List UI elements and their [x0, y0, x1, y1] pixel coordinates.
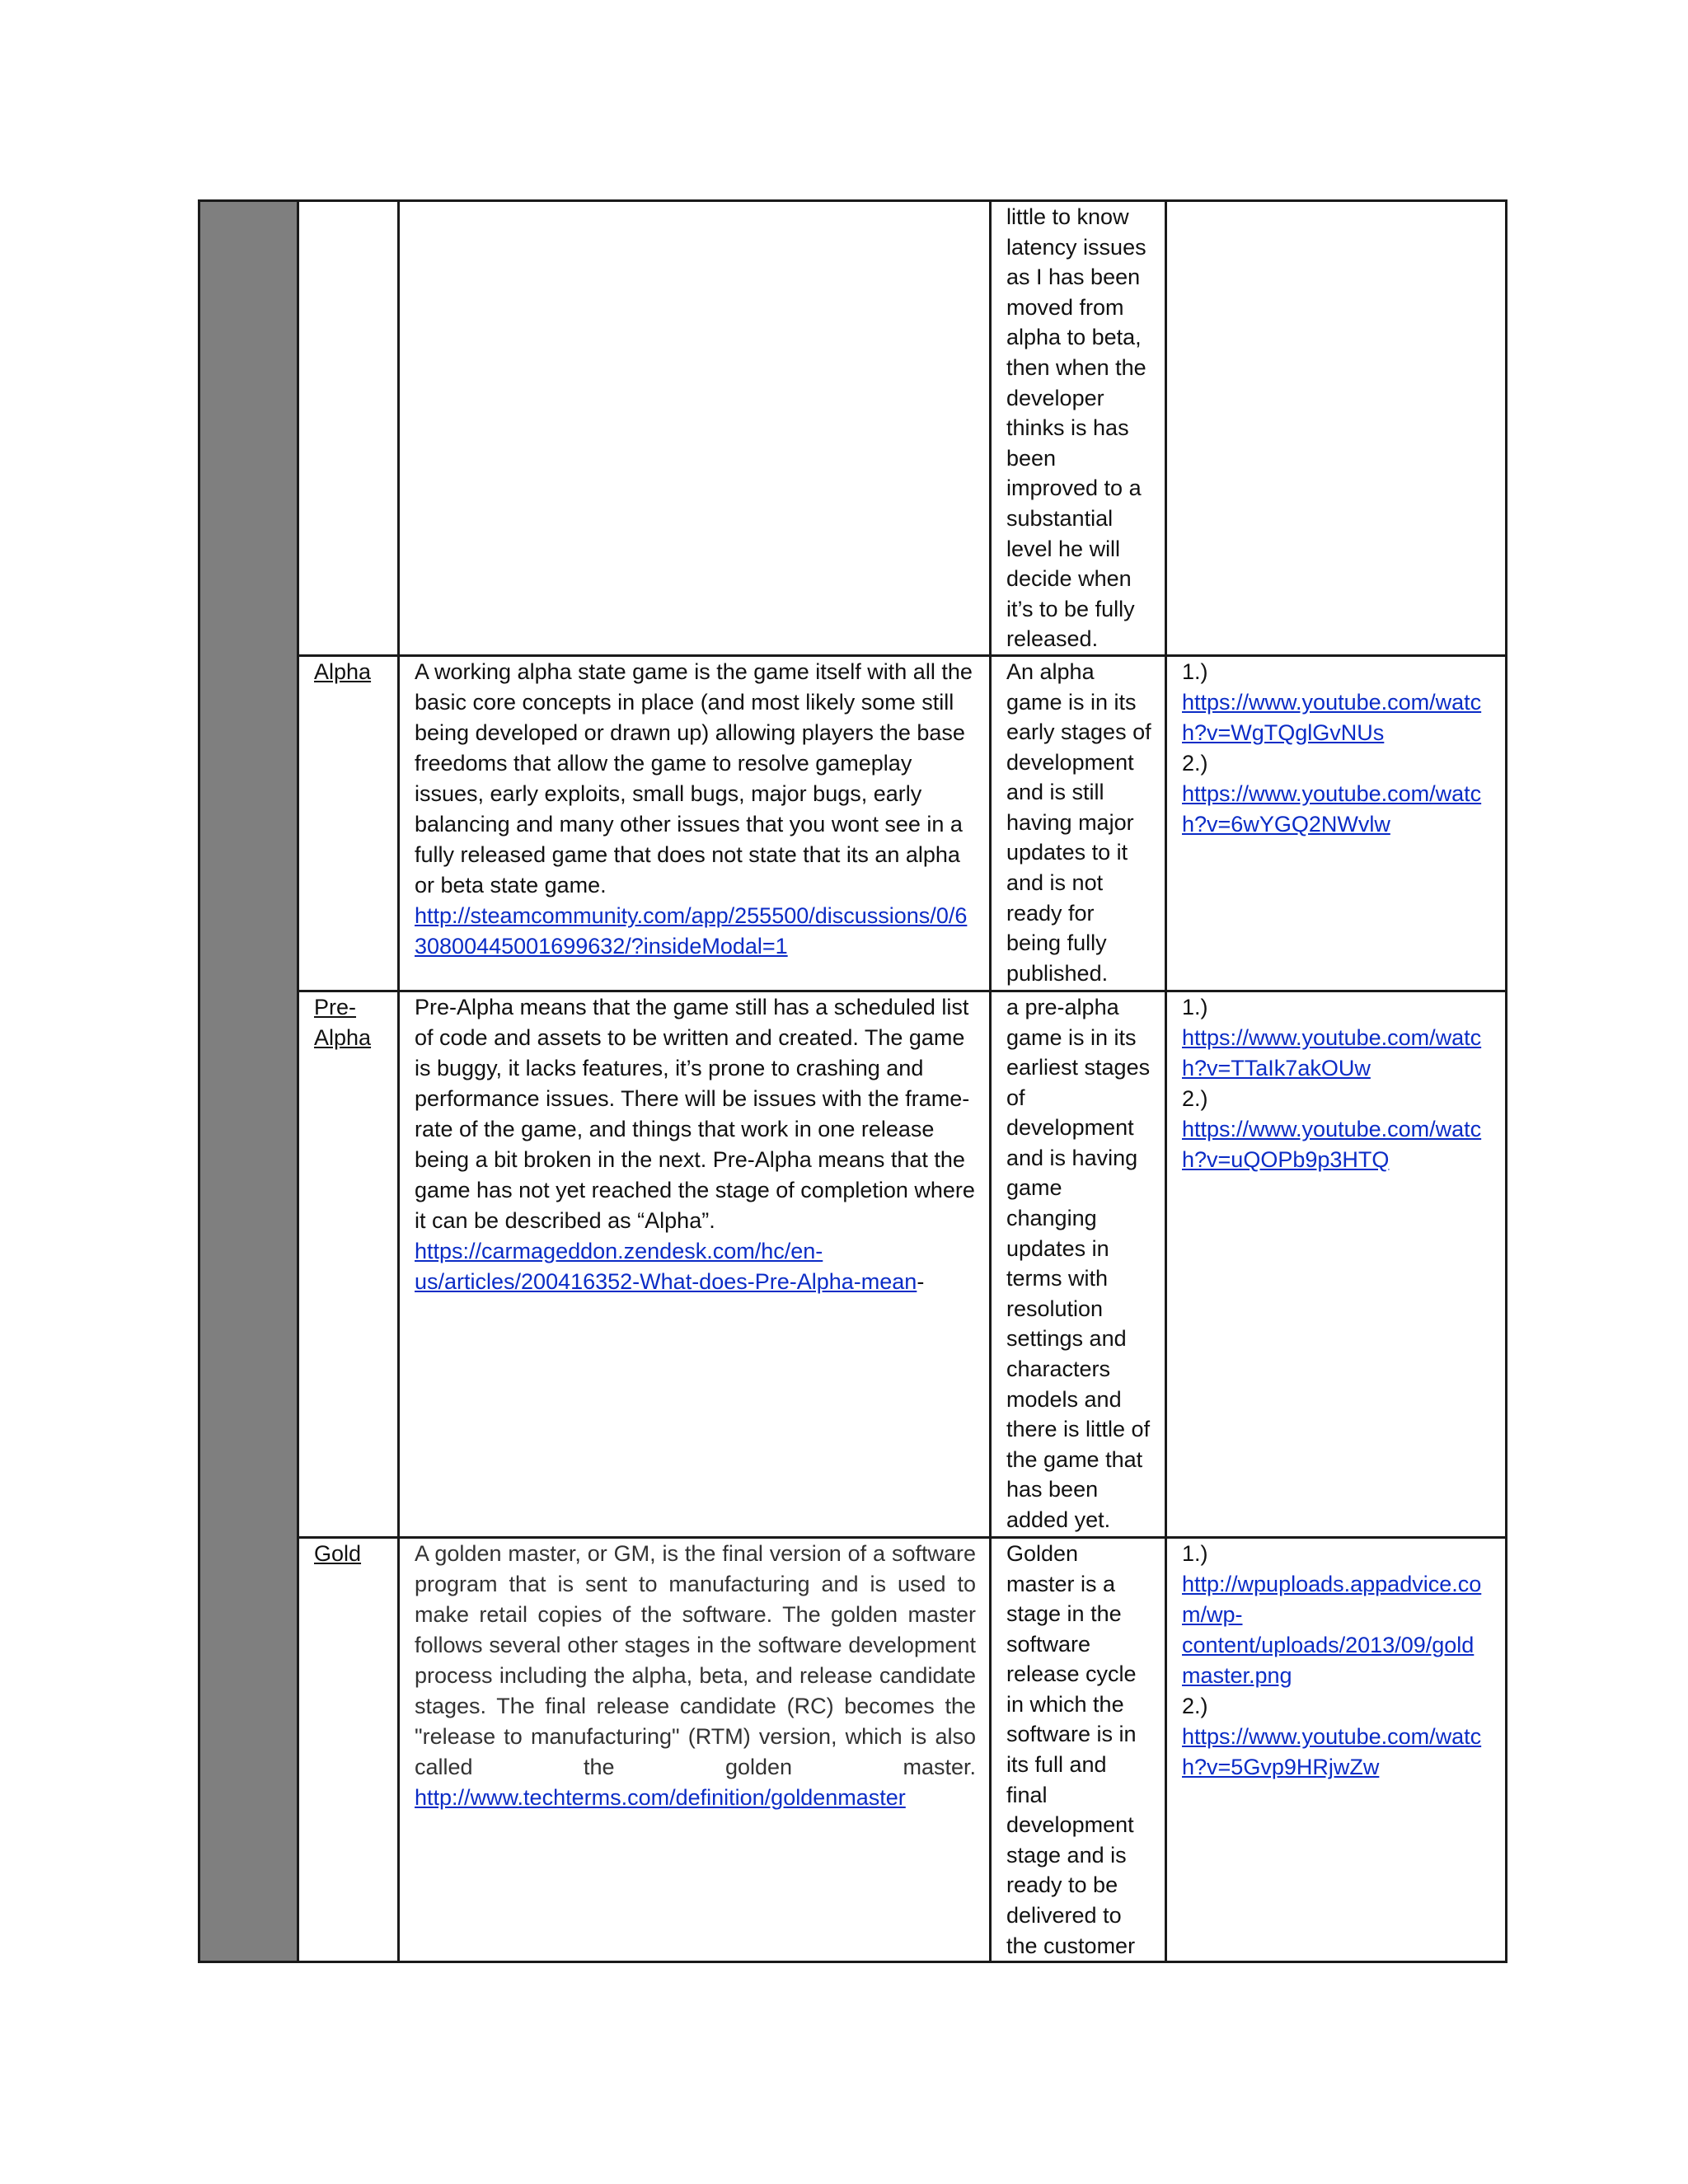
summary-cell: An alpha game is in its early stages of development and is still having major updates to it and is not ready for being fully published.: [991, 655, 1166, 991]
youtube-link[interactable]: https://www.youtube.com/watch?v=uQOPb9p3HTQ: [1182, 1116, 1482, 1172]
shaded-side-column: [199, 201, 298, 1962]
term-cell-gold: Gold: [298, 1537, 399, 1961]
description-cell: [399, 655, 991, 991]
youtube-link[interactable]: https://www.youtube.com/watch?v=6wYGQ2NWvlw: [1182, 780, 1482, 837]
references-cell: [1166, 201, 1507, 656]
table-row: [199, 655, 1507, 991]
source-link[interactable]: https://carmageddon.zendesk.com/hc/en-us/articles/200416352-What-does-Pre-Alpha-mean: [415, 1238, 917, 1294]
youtube-link[interactable]: https://www.youtube.com/watch?v=WgTQglGvNUs: [1182, 689, 1482, 745]
description-text: Pre-Alpha means that the game still has a scheduled list of code and assets to be written and created. The game is buggy, it lacks features, it’s prone to crashing and performance issues. There will be issues with the frame-rate of the game, and things that work in one release being a bit broken in the next. Pre-Alpha means that the game has not yet reached the stage of completion where it can be described as “Alpha”.: [415, 994, 975, 1233]
ref-number: 1.): [1182, 994, 1208, 1019]
youtube-link[interactable]: https://www.youtube.com/watch?v=5Gvp9HRjwZw: [1182, 1723, 1482, 1779]
youtube-link[interactable]: https://www.youtube.com/watch?v=TTaIk7akOUw: [1182, 1024, 1482, 1080]
table-row: [199, 1537, 1507, 1961]
ref-number: 2.): [1182, 750, 1208, 776]
references-cell: [1166, 991, 1507, 1537]
ref-number: 2.): [1182, 1085, 1208, 1111]
description-text: A working alpha state game is the game itself with all the basic core concepts in place (and most likely some still being developed or drawn up) allowing players the base freedoms that allow the game to resolve gameplay issues, early exploits, small bugs, major bugs, early balancing and many other issues that you wont see in a fully released game that does not state that its an alpha or beta state game.: [415, 658, 973, 898]
terms-table: [198, 199, 1507, 1963]
image-link[interactable]: http://wpuploads.appadvice.com/wp-content/uploads/2013/09/goldmaster.png: [1182, 1571, 1482, 1688]
description-cell: [399, 201, 991, 656]
table-row: [199, 201, 1507, 656]
references-cell: [1166, 1537, 1507, 1961]
source-link[interactable]: http://steamcommunity.com/app/255500/discussions/0/630800445001699632/?insideModal=1: [415, 902, 968, 958]
ref-number: 2.): [1182, 1693, 1208, 1718]
term-cell: [298, 201, 399, 656]
references-cell: [1166, 655, 1507, 991]
summary-cell: a pre-alpha game is in its earliest stages of development and is having game changing updates in terms with resolution settings and characters models and there is little of the game that has been added yet.: [991, 991, 1166, 1537]
source-link[interactable]: http://www.techterms.com/definition/goldenmaster: [415, 1784, 906, 1810]
description-cell: [399, 991, 991, 1537]
ref-number: 1.): [1182, 1540, 1208, 1566]
summary-cell: little to know latency issues as I has been moved from alpha to beta, then when the developer thinks is has been improved to a substantial level he will decide when it’s to be fully released.: [991, 201, 1166, 656]
ref-number: 1.): [1182, 658, 1208, 684]
table-row: [199, 991, 1507, 1537]
description-text: A golden master, or GM, is the final version of a software program that is sent to manufacturing and is used to make retail copies of the software. The golden master follows several other stages in the software development process including the alpha, beta, and release candidate stages. The final release candidate (RC) becomes the "release to manufacturing" (RTM) version, which is also called the golden master.: [415, 1540, 976, 1779]
term-cell-pre-alpha: Pre-Alpha: [298, 991, 399, 1537]
description-cell: [399, 1537, 991, 1961]
term-cell-alpha: Alpha: [298, 655, 399, 991]
summary-cell: Golden master is a stage in the software release cycle in which the software is in its full and final development stage and is ready to be delivered to the customer: [991, 1537, 1166, 1961]
link-suffix: -: [917, 1268, 925, 1294]
